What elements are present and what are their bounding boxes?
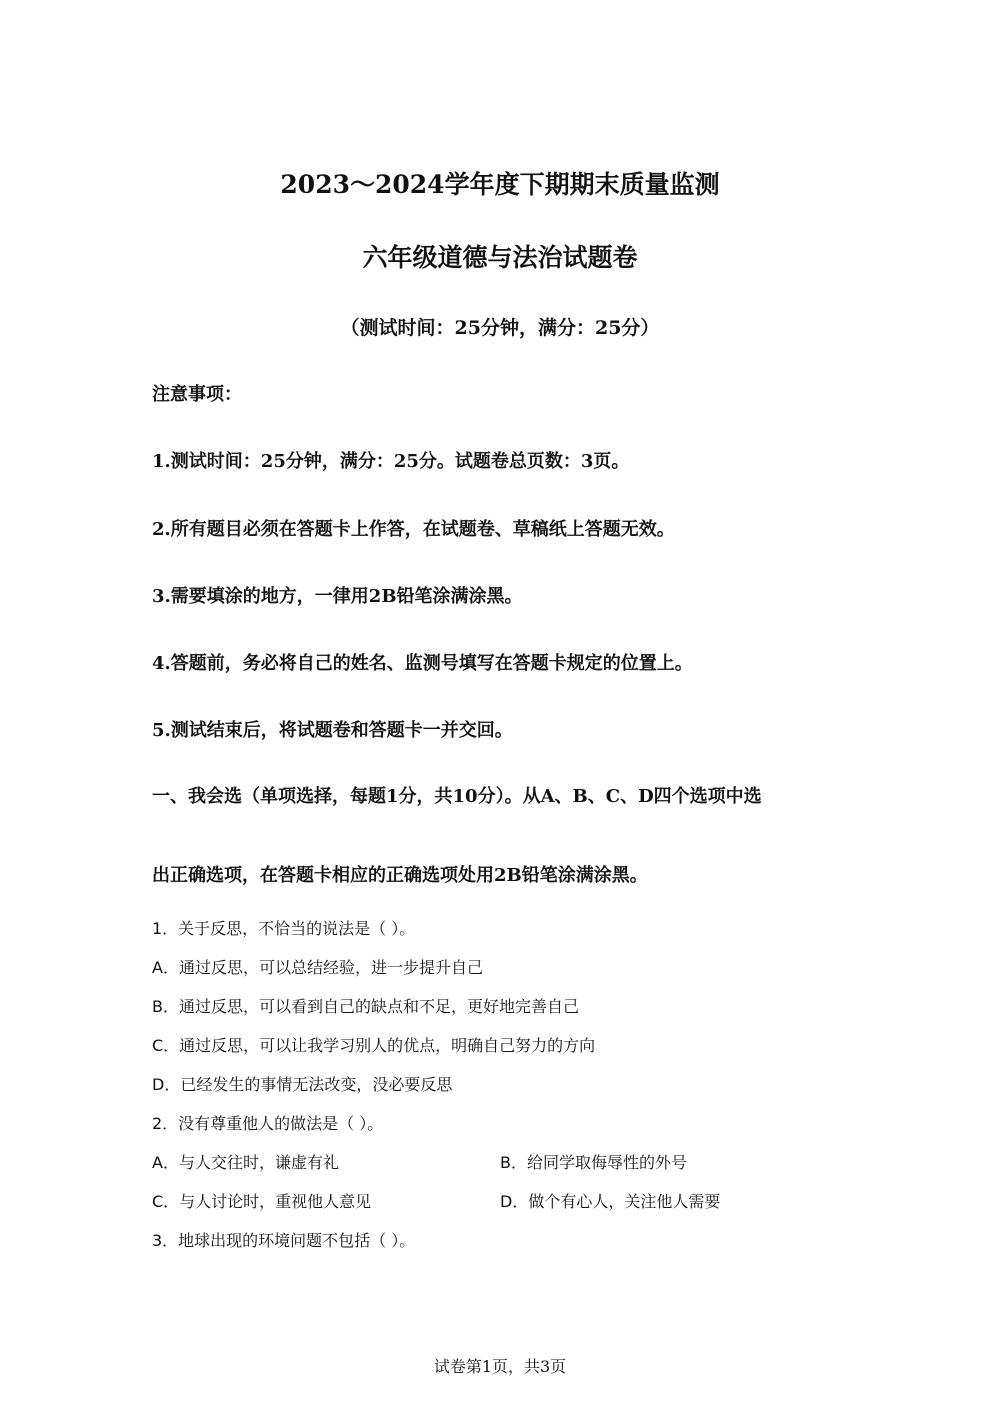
section-heading-continued: 出正确选项，在答题卡相应的正确选项处用2B铅笔涂满涂黑。 — [152, 865, 648, 886]
question-option: D．做个有心人，关注他人需要 — [500, 1192, 721, 1211]
notes-heading: 注意事项： — [152, 384, 242, 405]
note-item: 1.测试时间：25分钟，满分：25分。试题卷总页数：3页。 — [152, 451, 630, 472]
question-option: A．与人交往时，谦虚有礼 — [152, 1153, 339, 1172]
question-option: C．与人讨论时，重视他人意见 — [152, 1192, 372, 1211]
question-option: A．通过反思，可以总结经验，进一步提升自己 — [152, 958, 483, 977]
time-note: （测试时间：25分钟，满分：25分） — [340, 317, 660, 339]
question-option: C．通过反思，可以让我学习别人的优点，明确自己努力的方向 — [152, 1036, 596, 1055]
question-option: B．给同学取侮辱性的外号 — [500, 1153, 687, 1172]
note-item: 4.答题前，务必将自己的姓名、监测号填写在答题卡规定的位置上。 — [152, 653, 693, 674]
question-stem: 1．关于反思，不恰当的说法是（ ）。 — [152, 919, 416, 938]
page-footer: 试卷第1页，共3页 — [433, 1357, 567, 1376]
section-heading: 一、我会选（单项选择，每题1分，共10分）。从A、B、C、D四个选项中选 — [152, 786, 762, 807]
note-item: 5.测试结束后，将试题卷和答题卡一并交回。 — [152, 720, 513, 741]
question-stem: 3．地球出现的环境问题不包括（ ）。 — [152, 1231, 416, 1250]
note-item: 3.需要填涂的地方，一律用2B铅笔涂满涂黑。 — [152, 586, 523, 607]
question-option: D．已经发生的事情无法改变，没必要反思 — [152, 1075, 453, 1094]
exam-subtitle: 六年级道德与法治试题卷 — [362, 243, 638, 272]
question-stem: 2．没有尊重他人的做法是（ ）。 — [152, 1114, 384, 1133]
question-option: B．通过反思，可以看到自己的缺点和不足，更好地完善自己 — [152, 997, 579, 1016]
exam-title: 2023～2024学年度下期期末质量监测 — [280, 170, 720, 199]
note-item: 2.所有题目必须在答题卡上作答，在试题卷、草稿纸上答题无效。 — [152, 519, 675, 540]
